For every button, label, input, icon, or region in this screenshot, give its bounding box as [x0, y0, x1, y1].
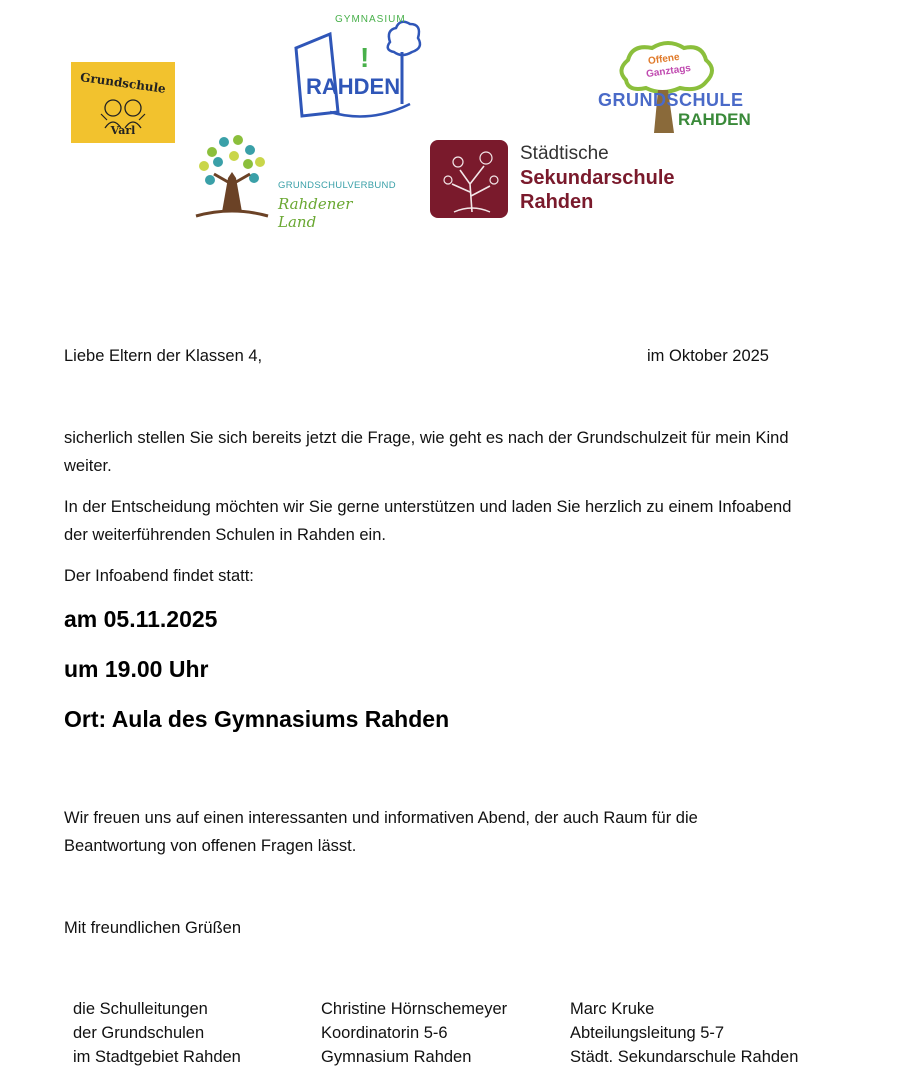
letter-greeting: Liebe Eltern der Klassen 4,: [64, 347, 263, 365]
signature-2-line2: Koordinatorin 5-6: [321, 1024, 448, 1042]
logo-gymnasium-top: GYMNASIUM: [335, 14, 406, 25]
signature-3-line2: Abteilungsleitung 5-7: [570, 1024, 725, 1042]
logo-grundschulverbund: [192, 132, 396, 231]
letter-para2: In der Entscheidung möchten wir Sie gerne unterstützen und laden Sie herzlich zu einem Infoabend der weiterführenden Schulen in Rahden ein.: [64, 498, 792, 544]
signature-sekundarschule: [570, 997, 798, 1069]
logo-gymnasium-den: DEN: [353, 74, 401, 99]
letter-para1: sicherlich stellen Sie sich bereits jetzt die Frage, wie geht es nach der Grundschulzeit für mein Kind weiter.: [64, 429, 789, 475]
logo-sek-line1: Städtische: [520, 143, 609, 164]
logo-sek-line2: Sekundarschule: [520, 167, 675, 189]
letter-date: im Oktober 2025: [647, 347, 769, 365]
letter-closing: Mit freundlichen Grüßen: [64, 919, 241, 937]
logo-ogs-sub: RAHDEN: [678, 110, 751, 129]
logo-gymnasium-bang: !: [360, 42, 370, 73]
signature-1-line2: der Grundschulen: [73, 1024, 205, 1042]
event-date: am 05.11.2025: [64, 606, 218, 632]
logo-sek-line3: Rahden: [520, 191, 594, 213]
signature-3-line1: Marc Kruke: [570, 1000, 655, 1018]
logo-gymnasium-word: [306, 74, 400, 100]
signature-1-line1: die Schulleitungen: [73, 1000, 208, 1018]
logo-ogs-top2: Ganztags: [645, 62, 692, 81]
logo-ogs-main: GRUNDSCHULE: [598, 90, 744, 110]
logo-verbund-line1: GRUNDSCHULVERBUND: [278, 180, 396, 191]
logo-gymnasium-rahden: [290, 12, 425, 124]
logo-ogs-rahden: [598, 40, 754, 135]
signature-grundschulen: [73, 997, 241, 1069]
logo-varl-line1: Grundschule: [79, 70, 167, 96]
logo-verbund-line2: Rahdener Land: [278, 195, 353, 231]
signature-1-line3: im Stadtgebiet Rahden: [73, 1048, 241, 1066]
logo-verbund-tree: [192, 132, 272, 220]
letter-para4: Wir freuen uns auf einen interessanten und informativen Abend, der auch Raum für die Beantwortung von offenen Fragen lässt.: [64, 809, 698, 855]
logo-gymnasium-graphic: [290, 12, 425, 124]
logo-grundschule-varl: [71, 62, 175, 143]
letter-para3: Der Infoabend findet statt:: [64, 567, 254, 585]
logo-sekundarschule-emblem: [430, 140, 508, 218]
logo-gymnasium-rah: RAH: [306, 74, 354, 99]
logo-ogs-top1: Offene: [647, 51, 681, 68]
logo-sekundarschule: [430, 140, 700, 220]
event-place: Ort: Aula des Gymnasiums Rahden: [64, 706, 450, 732]
event-time: um 19.00 Uhr: [64, 656, 209, 682]
signature-2-line1: Christine Hörnschemeyer: [321, 1000, 508, 1018]
logo-varl-line2: Varl: [110, 124, 136, 137]
signature-2-line3: Gymnasium Rahden: [321, 1048, 472, 1066]
signature-gymnasium: [321, 997, 507, 1069]
signature-3-line3: Städt. Sekundarschule Rahden: [570, 1048, 799, 1066]
